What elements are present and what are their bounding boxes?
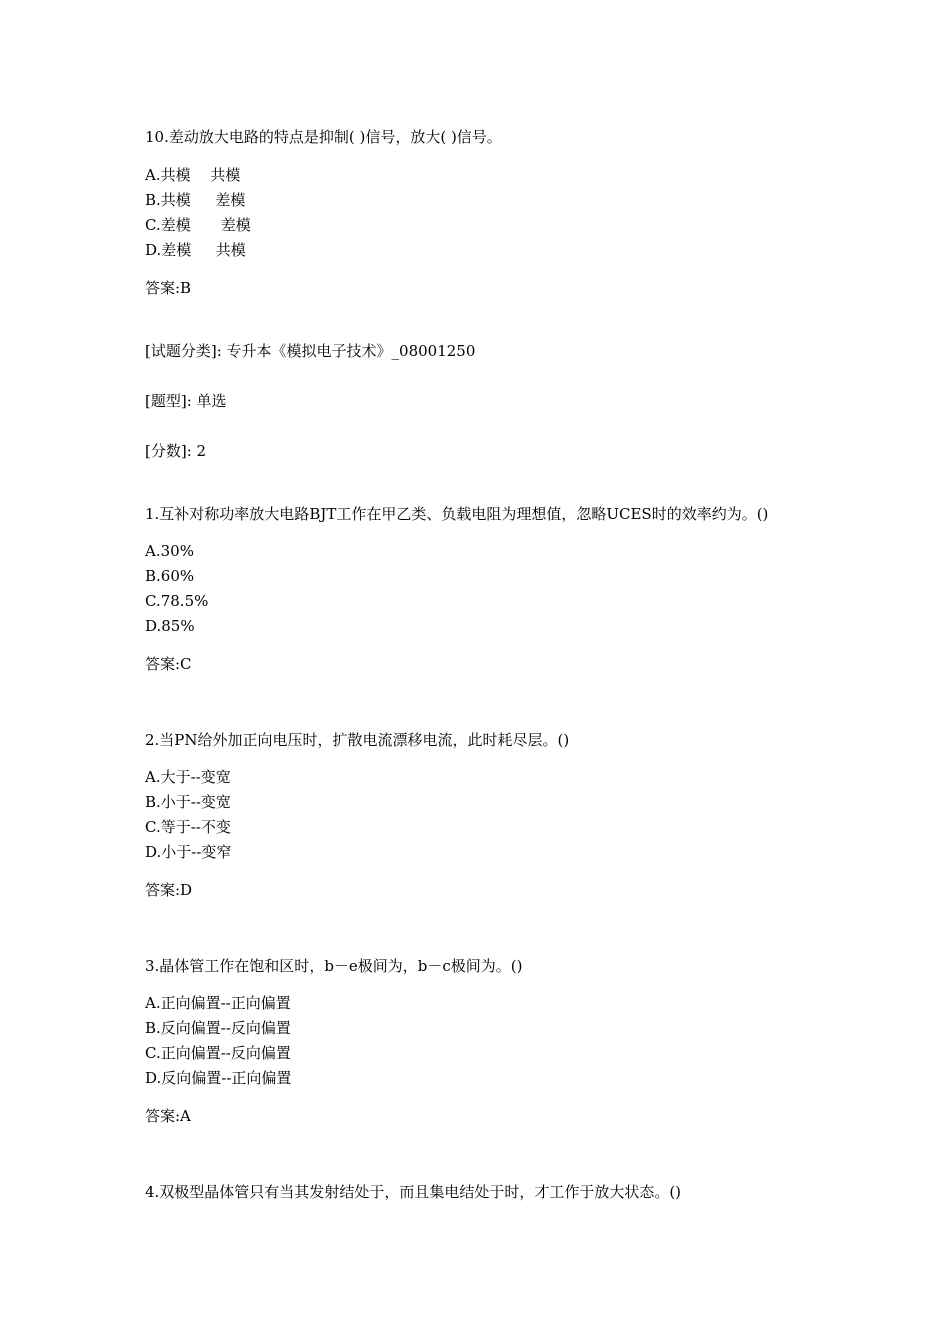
question-10-option-a: A.共模 共模 <box>145 166 241 184</box>
question-2-option-a: A.大于--变宽 <box>145 768 231 786</box>
question-1-option-d: D.85% <box>145 617 195 635</box>
question-2-answer: 答案:D <box>145 881 193 899</box>
question-10-option-b: B.共模 差模 <box>145 191 246 209</box>
question-3-option-b: B.反向偏置--反向偏置 <box>145 1019 291 1037</box>
question-1-stem: 1.互补对称功率放大电路BJT工作在甲乙类、负载电阻为理想值，忽略UCES时的效率约为。() <box>145 505 769 523</box>
question-2-option-c: C.等于--不变 <box>145 818 231 836</box>
meta-score: [分数]: 2 <box>145 442 207 460</box>
question-2-option-d: D.小于--变窄 <box>145 843 232 861</box>
question-1-option-a: A.30% <box>145 542 194 560</box>
question-10-answer: 答案:B <box>145 279 192 297</box>
question-1-answer: 答案:C <box>145 655 192 673</box>
question-3-option-a: A.正向偏置--正向偏置 <box>145 994 291 1012</box>
question-3-stem: 3.晶体管工作在饱和区时，b－e极间为，b－c极间为。() <box>145 957 523 975</box>
meta-type: [题型]: 单选 <box>145 392 227 410</box>
question-1-option-b: B.60% <box>145 567 195 585</box>
question-2-stem: 2.当PN给外加正向电压时，扩散电流漂移电流，此时耗尽层。() <box>145 731 570 749</box>
question-3-answer: 答案:A <box>145 1107 191 1125</box>
question-4-stem: 4.双极型晶体管只有当其发射结处于，而且集电结处于时，才工作于放大状态。() <box>145 1183 682 1201</box>
question-10-stem: 10.差动放大电路的特点是抑制( )信号，放大( )信号。 <box>145 128 502 146</box>
question-10-option-c: C.差模 差模 <box>145 216 251 234</box>
question-1-option-c: C.78.5% <box>145 592 209 610</box>
question-2-option-b: B.小于--变宽 <box>145 793 231 811</box>
question-3-option-c: C.正向偏置--反向偏置 <box>145 1044 291 1062</box>
question-10-option-d: D.差模 共模 <box>145 241 246 259</box>
meta-category: [试题分类]: 专升本《模拟电子技术》_08001250 <box>145 342 476 360</box>
question-3-option-d: D.反向偏置--正向偏置 <box>145 1069 292 1087</box>
